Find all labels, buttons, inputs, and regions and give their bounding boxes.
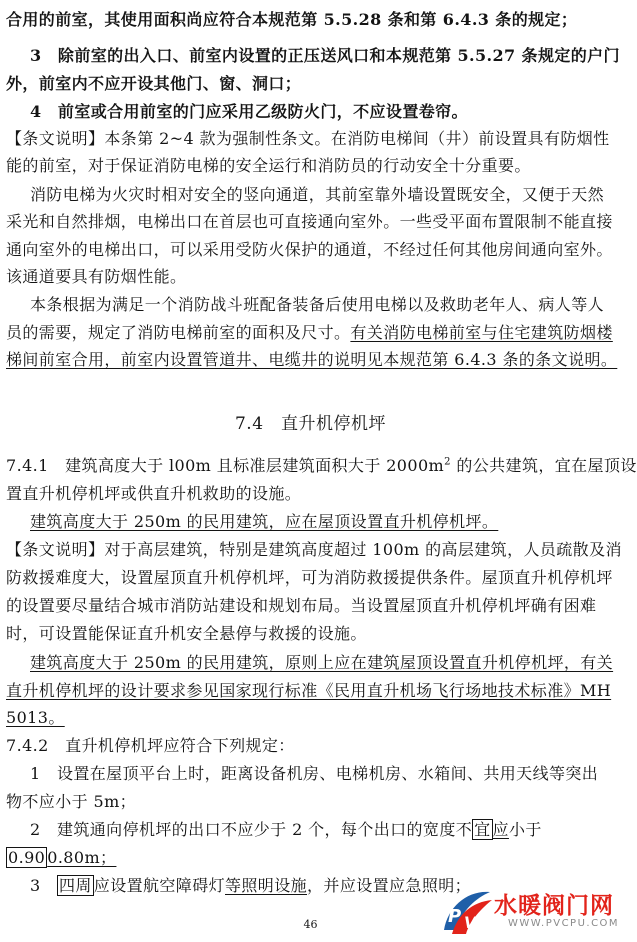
svg-text:P: P xyxy=(448,906,462,927)
text-line xyxy=(6,847,611,869)
plain-text: ，并应设置应急照明； xyxy=(307,876,472,895)
text-line: 本条根据为满足一个消防战斗班配备装备后使用电梯以及救助老年人、病人等人 xyxy=(30,295,605,314)
revised-text: 梯间前室合用，前室内设置管道井、电缆井的说明见本规范第 6.4.3 条的条文说明。 xyxy=(6,350,618,369)
text-line: 通向室外的电梯出口，可以采用受防火保护的通道，不经过任何其他房间通向室外。 xyxy=(6,240,613,259)
section-heading: 7.4 直升机停机坪 xyxy=(234,414,387,434)
watermark-logo xyxy=(438,884,620,938)
text-line: 防救援难度大，设置屋顶直升机停机坪，可为消防救援提供条件。屋顶直升机停机坪 xyxy=(6,568,613,587)
text-line: 能的前室，对于保证消防电梯的安全运行和消防员的行动安全十分重要。 xyxy=(6,156,531,175)
text-line: 的设置要尽量结合城市消防站建设和规划布局。当设置屋顶直升机停机坪确有困难 xyxy=(6,596,597,615)
revised-text: 应 xyxy=(492,820,509,839)
plain-text: 小于 xyxy=(508,820,542,839)
revised-text: 有关消防电梯前室与住宅建筑防烟楼 xyxy=(350,323,613,342)
clause-7-4-2: 7.4.2 直升机停机坪应符合下列规定： xyxy=(6,736,295,755)
revised-text: 建筑高度大于 250m 的民用建筑，原则上应在建筑屋顶设置直升机停机坪，有关 xyxy=(30,653,614,672)
boxed-text: 宜 xyxy=(474,820,491,839)
revised-text: 等照明设施 xyxy=(225,876,308,895)
clause-text: 7.4.1 建筑高度大于 l00m 且标准层建筑面积大于 2000m xyxy=(6,456,445,475)
text-line: 消防电梯为火灾时相对安全的竖向通道，其前室靠外墙设置既安全，又便于天然 xyxy=(30,185,605,204)
watermark-url: WWW.PVCPU.COM xyxy=(508,918,620,929)
list-item-3: 3 除前室的出入口、前室内设置的正压送风口和本规范第 5.5.27 条规定的户门 xyxy=(30,46,620,65)
text-line xyxy=(6,322,611,344)
plain-text: 应设置航空障碍灯 xyxy=(93,876,225,895)
plain-text: 3 xyxy=(30,876,57,895)
text-line: 时，可设置能保证直升机安全悬停与救援的设施。 xyxy=(6,624,367,643)
plain-text: 员的需要，规定了消防电梯前室的面积及尺寸。 xyxy=(6,323,351,342)
page-number: 46 xyxy=(303,918,318,931)
revised-text: 直升机停机坪的设计要求参见国家现行标准《民用直升机场飞行场地技术标准》MH xyxy=(6,681,612,700)
clause-7-4-1 xyxy=(6,455,637,477)
text-line: 【条文说明】本条第 2~4 款为强制性条文。在消防电梯间（井）前设置具有防烟性 xyxy=(6,129,610,148)
text-line: 采光和自然排烟，电梯出口在首层也可直接通向室外。一些受平面布置限制不能直接 xyxy=(6,212,613,231)
list-item-4: 4 前室或合用前室的门应采用乙级防火门，不应设置卷帘。 xyxy=(30,102,468,121)
superscript: 2 xyxy=(444,456,451,468)
text-line: 【条文说明】对于高层建筑，特别是建筑高度超过 100m 的高层建筑，人员疏散及消 xyxy=(6,540,622,559)
boxed-text: 0.90 xyxy=(8,848,46,867)
boxed-text: 四周 xyxy=(58,876,92,895)
revised-text: 5013。 xyxy=(6,708,65,727)
list-item-2 xyxy=(30,819,610,841)
text-line: 该通道要具有防烟性能。 xyxy=(6,267,187,286)
text-line: 合用的前室，其使用面积尚应符合本规范第 5.5.28 条和第 6.4.3 条的规定； xyxy=(6,10,578,29)
list-item-1: 1 设置在屋顶平台上时，距离设备机房、电梯机房、水箱间、共用天线等突出 xyxy=(30,764,599,783)
svg-text:V: V xyxy=(464,913,477,932)
plain-text: 2 建筑通向停机坪的出口不应少于 2 个，每个出口的宽度不 xyxy=(30,820,473,839)
text-line: 物不应小于 5m； xyxy=(6,792,137,811)
pv-logo-icon xyxy=(438,884,494,938)
text-line: 置直升机停机坪或供直升机救助的设施。 xyxy=(6,484,302,503)
revised-text: 建筑高度大于 250m 的民用建筑，应在屋顶设置直升机停机坪。 xyxy=(30,512,499,531)
watermark-brand: 水暖阀门网 xyxy=(494,893,614,919)
clause-text: 的公共建筑，宜在屋顶设 xyxy=(450,456,637,475)
revised-text: 0.80m； xyxy=(47,848,117,867)
text-line: 外，前室内不应开设其他门、窗、洞口； xyxy=(6,74,302,93)
